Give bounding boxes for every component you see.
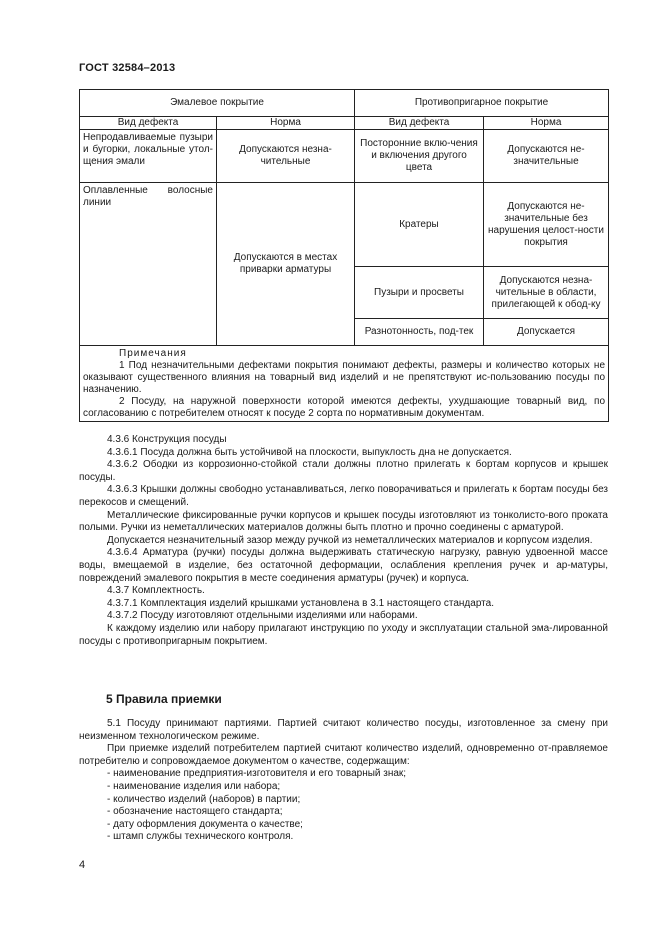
col-header-defect-enamel: Вид дефекта <box>80 117 217 130</box>
fire-norm-bubbles: Допускаются незна-чительные в области, прилегающей к обод-ку <box>484 267 609 319</box>
fire-norm-inclusions: Допускаются не-значительные <box>484 130 609 183</box>
list-item: - наименование изделия или набора; <box>107 780 281 792</box>
fireproof-group-header: Противопригарное покрытие <box>355 90 609 117</box>
list-item: - штамп службы технического контроля. <box>107 831 294 843</box>
fire-defect-tone: Разнотонность, под-тек <box>355 319 484 346</box>
note-2: 2 Посуду, на наружной поверхности которой имеются дефекты, ухудшающие товарный вид, по согласованию с потребителем относят к посуде 2 сорта по нормативным документам. <box>83 396 606 419</box>
col-header-defect-fireproof: Вид дефекта <box>355 117 484 130</box>
paragraph-5-1: 5.1 Посуду принимают партиями. Партией считают количество посуды, изготовленное за смену при неизменном технологическом режиме. <box>79 718 608 742</box>
col-header-norm-enamel: Норма <box>217 117 355 130</box>
table-notes <box>80 346 609 422</box>
enamel-group-header: Эмалевое покрытие <box>80 90 355 117</box>
enamel-norm-bubbles: Допускаются незна-чительные <box>217 130 355 183</box>
paragraph-4-3-6-2: 4.3.6.2 Ободки из коррозионно-стойкой стали должны плотно прилегать к бортам корпусов и крышек посуды. <box>79 459 608 483</box>
paragraph-acceptance: При приемке изделий потребителем партией считают количество изделий, одновременно от-правляемое потребителю и сопровождаемое документом о качестве, содержащим: <box>79 743 608 767</box>
note-1: 1 Под незначительными дефектами покрытия понимают дефекты, размеры и количество которых не оказывают существенного влияния на товарный вид изделий и не препятствуют ис-пользованию посуды по назначению. <box>83 360 606 395</box>
paragraph-4-3-7-2: 4.3.7.2 Посуду изготовляют отдельными изделиями или наборами. <box>107 610 418 622</box>
section-5-heading: 5 Правила приемки <box>106 692 222 706</box>
list-item: - дату оформления документа о качестве; <box>107 818 303 830</box>
enamel-defect-bubbles: Непродавливаемые пузыри и бугорки, локальные утол-щения эмали <box>80 130 217 183</box>
enamel-defect-melted-lines: Оплавленные волосные линии <box>80 183 217 346</box>
paragraph-4-3-7: 4.3.7 Комплектность. <box>107 585 205 597</box>
fire-defect-craters: Кратеры <box>355 183 484 267</box>
document-code: ГОСТ 32584–2013 <box>79 62 176 74</box>
paragraph-4-3-6-4: 4.3.6.4 Арматура (ручки) посуды должна выдерживать статическую нагрузку, равную удвоенной массе воды, вмещаемой в изделие, без остаточной деформации, ослабления крепления ручек и ар-матуры, повреждений эмалевого покрытия в месте соединения арматуры (ручек) и корпуса. <box>79 547 608 584</box>
col-header-norm-fireproof: Норма <box>484 117 609 130</box>
paragraph-4-3-7-1: 4.3.7.1 Комплектация изделий крышками установлена в 3.1 настоящего стандарта. <box>107 597 494 609</box>
list-item: - обозначение настоящего стандарта; <box>107 806 283 818</box>
notes-title: Примечания <box>119 348 187 359</box>
paragraph-4-3-6: 4.3.6 Конструкция посуды <box>107 434 227 445</box>
list-item: - наименование предприятия-изготовителя и его товарный знак; <box>107 768 407 780</box>
fire-defect-inclusions: Посторонние вклю-чения и включения другого цвета <box>355 130 484 183</box>
paragraph-4-3-6-1: 4.3.6.1 Посуда должна быть устойчивой на плоскости, выпуклость дна не допускается. <box>107 446 512 458</box>
section-5-text <box>79 718 608 844</box>
defects-table <box>79 89 609 422</box>
section-4-text <box>79 434 608 648</box>
fire-norm-tone: Допускается <box>484 319 609 346</box>
paragraph-handles: Металлические фиксированные ручки корпусов и крышек посуды изготовляют из тонколисто-вого проката полыми. Ручки из неметаллических материалов должны быть плотно и прочно соединены с арматурой. <box>79 509 608 534</box>
page-number: 4 <box>79 859 86 871</box>
list-item: - количество изделий (наборов) в партии; <box>107 793 301 805</box>
fire-defect-bubbles: Пузыри и просветы <box>355 267 484 319</box>
paragraph-instructions: К каждому изделию или набору прилагают инструкцию по уходу и эксплуатации стальной эма-лированной посуды с противопригарным покрытием. <box>79 622 608 647</box>
fire-norm-craters: Допускаются не-значительные без нарушения целост-ности покрытия <box>484 183 609 267</box>
paragraph-gap: Допускается незначительный зазор между ручкой из неметаллических материалов и корпусом изделия. <box>107 534 593 546</box>
paragraph-4-3-6-3: 4.3.6.3 Крышки должны свободно устанавливаться, легко поворачиваться и прилегать к бортам посуды без перекосов и смещений. <box>79 484 608 508</box>
enamel-norm-melted-lines: Допускаются в местах приварки арматуры <box>217 183 355 346</box>
